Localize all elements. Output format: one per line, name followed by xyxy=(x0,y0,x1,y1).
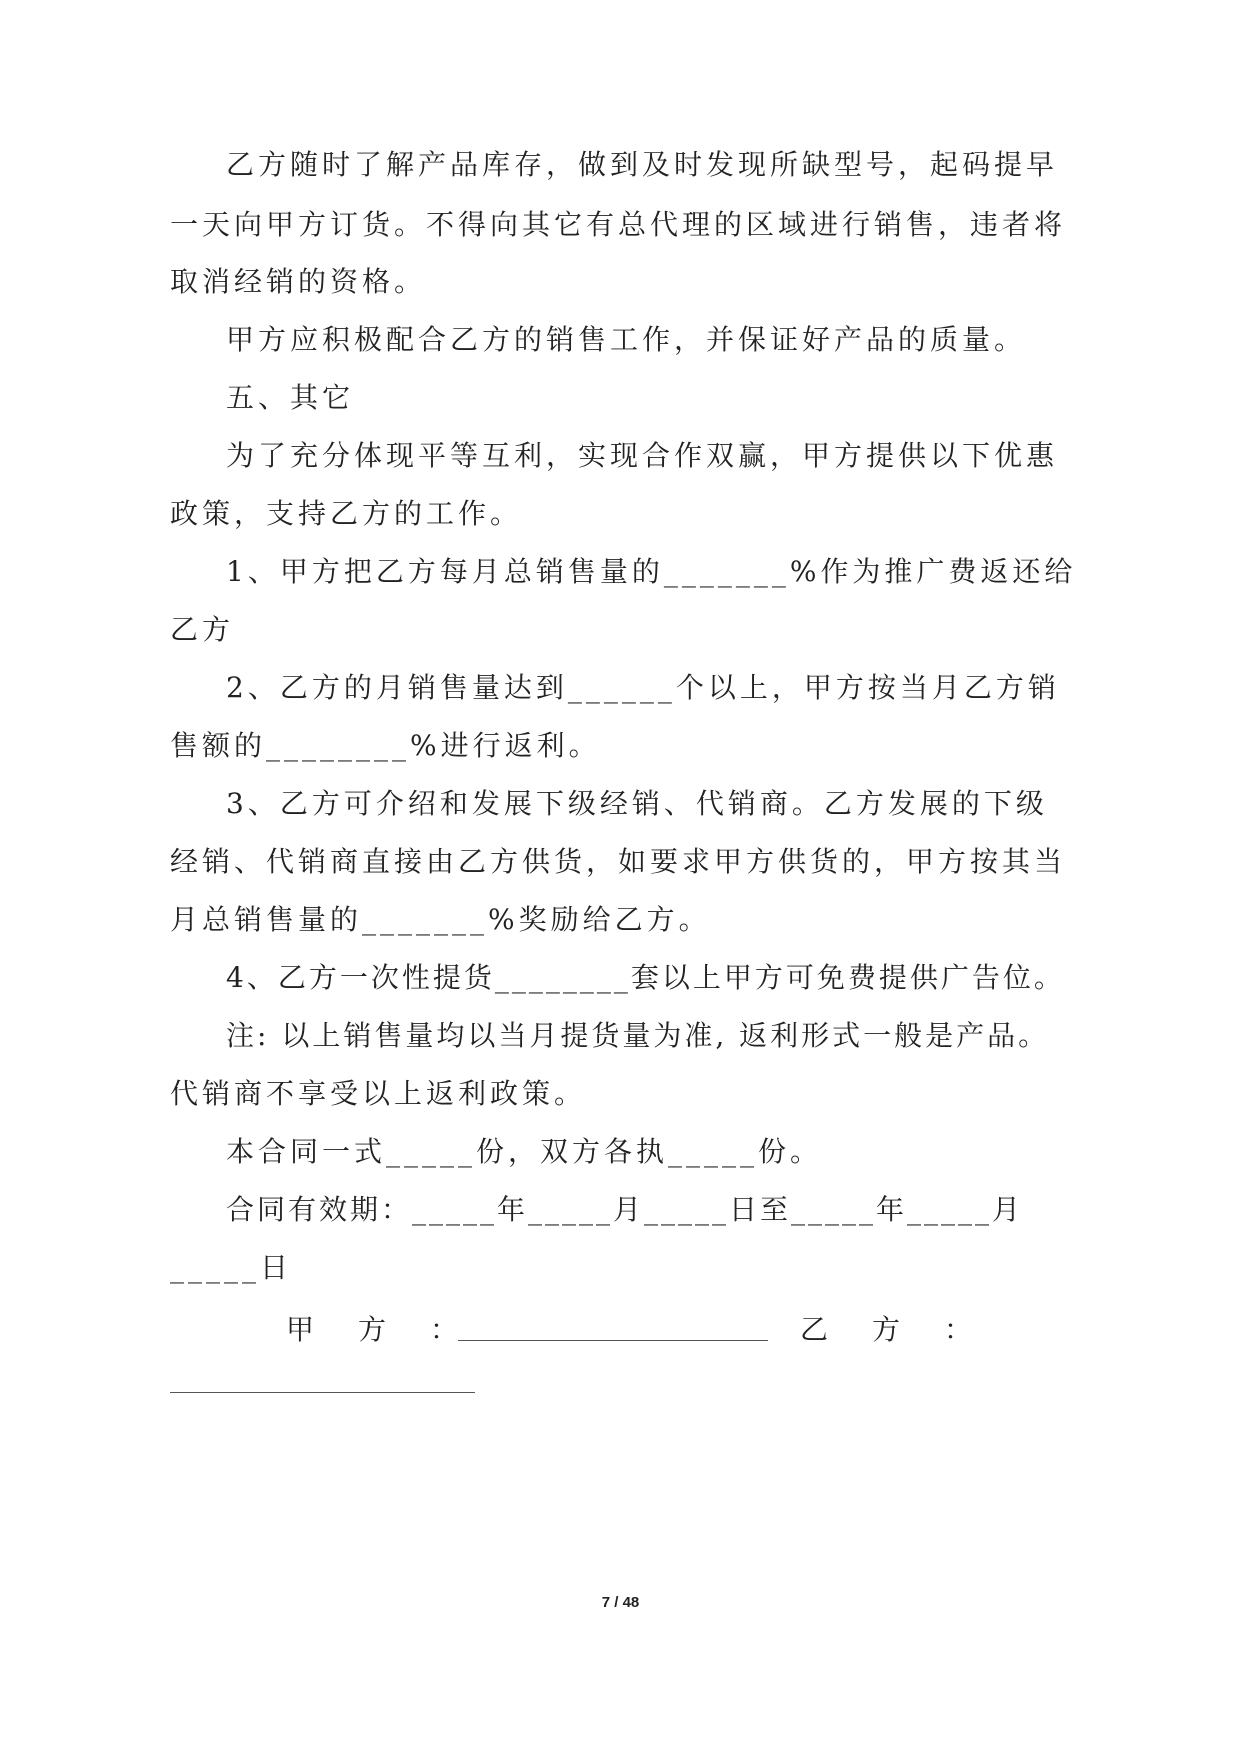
list-item-2-line: 售额的________%进行返利。 xyxy=(170,729,601,762)
note-line: 代销商不享受以上返利政策。 xyxy=(170,1077,587,1110)
party-b-label: 乙 方 ： xyxy=(800,1313,981,1346)
paragraph-line: 甲方应积极配合乙方的销售工作，并保证好产品的质量。 xyxy=(226,323,1027,356)
list-item-3-line: 3、乙方可介绍和发展下级经销、代销商。乙方发展的下级 xyxy=(226,787,1048,820)
copies-line: 本合同一式_____份，双方各执_____份。 xyxy=(226,1135,823,1168)
list-item-3-line: 月总销售量的_______%奖励给乙方。 xyxy=(170,903,711,936)
paragraph-line: 一天向甲方订货。不得向其它有总代理的区域进行销售，违者将 xyxy=(170,208,1067,241)
validity-line: _____日 xyxy=(170,1251,293,1284)
paragraph-line: 为了充分体现平等互利，实现合作双赢，甲方提供以下优惠 xyxy=(226,439,1059,472)
paragraph-line: 取消经销的资格。 xyxy=(170,265,427,298)
page-number: 7 / 48 xyxy=(601,1594,640,1611)
list-item-1-line: 乙方 xyxy=(170,613,235,646)
list-item-3-line: 经销、代销商直接由乙方供货，如要求甲方供货的，甲方按其当 xyxy=(170,845,1067,878)
paragraph-line: 政策，支持乙方的工作。 xyxy=(170,497,523,530)
party-a-label: 甲 方 ： xyxy=(286,1313,467,1346)
note-line: 注: 以上销售量均以当月提货量为准, 返利形式一般是产品。 xyxy=(226,1019,1050,1052)
list-item-4-line: 4、乙方一次性提货________套以上甲方可免费提供广告位。 xyxy=(226,961,1065,994)
list-item-1-line: 1、甲方把乙方每月总销售量的_______%作为推广费返还给 xyxy=(226,555,1077,588)
paragraph-line: 乙方随时了解产品库存，做到及时发现所缺型号，起码提早 xyxy=(226,148,1059,181)
section-heading: 五、其它 xyxy=(226,381,355,414)
validity-line: 合同有效期：_____年_____月_____日至_____年_____月 xyxy=(226,1193,1024,1226)
party-b-signature-line xyxy=(170,1392,475,1393)
list-item-2-line: 2、乙方的月销售量达到______个以上，甲方按当月乙方销 xyxy=(226,671,1060,704)
party-a-signature-line xyxy=(458,1340,768,1341)
